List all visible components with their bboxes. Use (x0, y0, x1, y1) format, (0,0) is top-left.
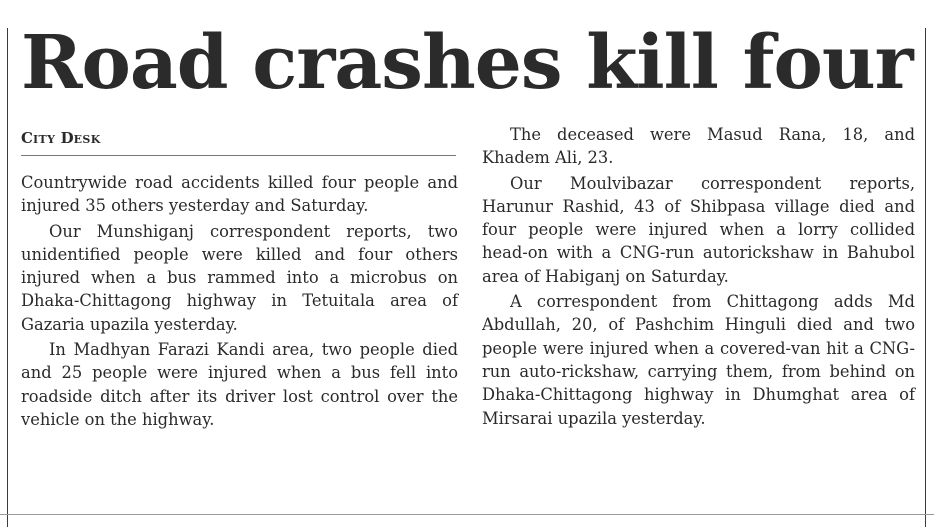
byline-divider (21, 155, 456, 156)
paragraph-lead: Countrywide road accidents killed four people and injured 35 others yesterday and Saturday. (21, 173, 458, 216)
byline (21, 128, 101, 150)
headline: Road crashes kill four (21, 20, 913, 106)
paragraph-farazi-kandi: In Madhyan Farazi Kandi area, two people died and 25 people were injured when a bus fell into roadside ditch after its driver lost control over the vehicle on the highway. (21, 340, 458, 429)
paragraph-chittagong: A correspondent from Chittagong adds Md Abdullah, 20, of Pashchim Hinguli died and two people were injured when a covered-van hit a CNG-run auto-rickshaw, carrying them, from behind on Dhaka-Chittagong highway in Dhumghat area of Mirsarai upazila yesterday. (482, 292, 915, 428)
right-column-rule (925, 28, 926, 527)
byline-rest: ITY (32, 133, 56, 146)
paragraph-deceased: The deceased were Masud Rana, 18, and Khadem Ali, 23. (482, 125, 915, 168)
left-column-rule (7, 28, 8, 527)
byline-initial-2: D (60, 129, 74, 147)
right-column (482, 123, 915, 432)
paragraph-moulvibazar: Our Moulvibazar correspondent reports, Harunur Rashid, 43 of Shibpasa village died and four people were injured when a lorry collided head-on with a CNG-run autorickshaw in Bahubol area of Habiganj on Saturday. (482, 173, 915, 286)
byline-rest-2: ESK (73, 133, 101, 146)
paragraph-munshiganj: Our Munshiganj correspondent reports, two unidentified people were killed and four others injured when a bus rammed into a microbus on Dhaka-Chittagong highway in Tetuitala area of Gazaria upazila yesterday. (21, 221, 458, 334)
byline-initial: C (21, 129, 33, 147)
left-column (21, 171, 458, 433)
bottom-rule (0, 514, 934, 515)
